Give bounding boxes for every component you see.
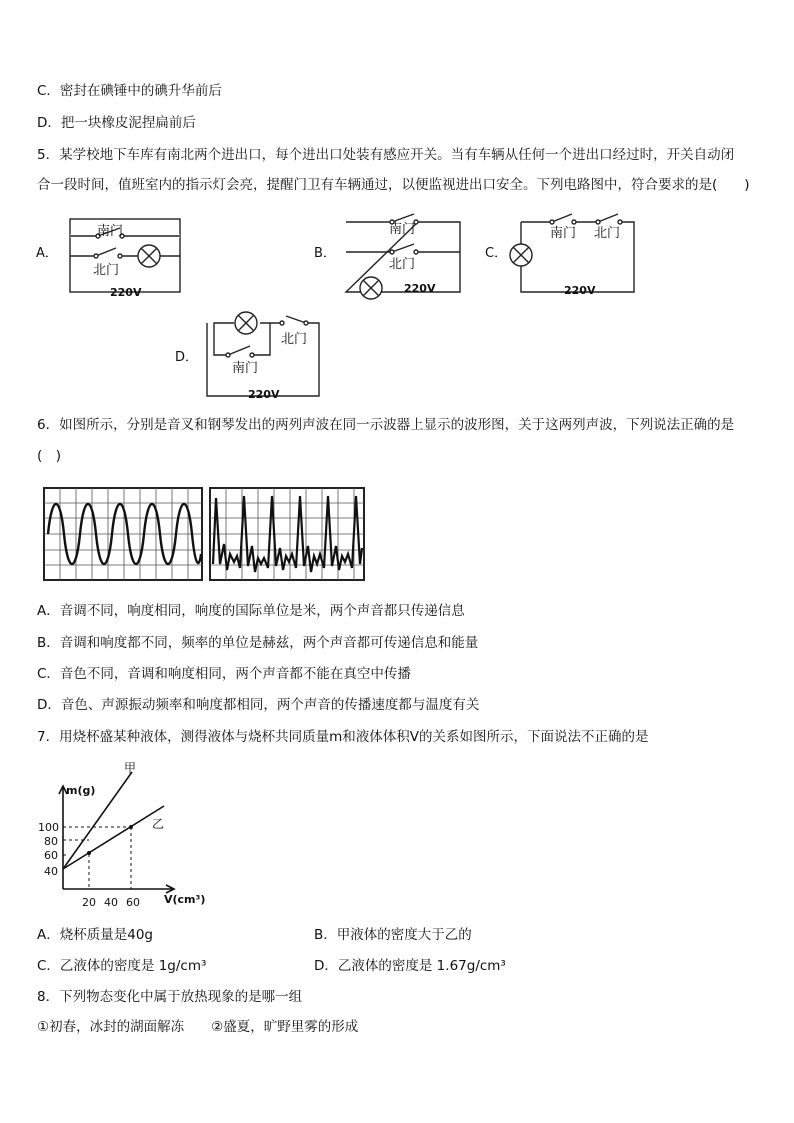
question-6-option-d: D．音色、声源振动频率和响度都相同，两个声音的传播速度都与温度有关	[37, 697, 480, 713]
circuit-c	[485, 214, 634, 297]
mass-volume-graph	[32, 756, 212, 916]
x-tick-60: 60	[126, 896, 140, 909]
x-tick-20: 20	[82, 896, 96, 909]
circuit-d-north: 北门	[281, 332, 308, 347]
line-yi-label: 乙	[152, 817, 165, 831]
line-jia-label: 甲	[124, 761, 137, 775]
question-7-option-a: A．烧杯质量是40g	[37, 927, 153, 943]
circuit-d-label: D．	[175, 350, 199, 365]
question-7-option-c: C．乙液体的密度是 1g/cm³	[37, 958, 207, 974]
question-6-option-c: C．音色不同，音调和响度相同，两个声音都不能在真空中传播	[37, 666, 411, 682]
option-c-previous: C．密封在碘锤中的碘升华前后	[37, 83, 222, 99]
y-axis-label: m(g)	[66, 784, 96, 797]
circuit-a-south: 南门	[97, 224, 124, 239]
question-6-line-1: 6．如图所示，分别是音叉和钢琴发出的两列声波在同一示波器上显示的波形图，关于这两列声波，下列说法正确的是	[37, 417, 735, 433]
y-tick-80: 80	[44, 835, 58, 848]
circuit-c-voltage: 220V	[564, 284, 596, 297]
question-7-stem: 7．用烧杯盛某种液体，测得液体与烧杯共同质量m和液体体积V的关系如图所示，下面说法不正确的是	[37, 729, 649, 745]
question-7-option-b: B．甲液体的密度大于乙的	[314, 927, 472, 943]
option-d-previous: D．把一块橡皮泥捏扁前后	[37, 115, 196, 131]
circuit-b-south: 南门	[389, 222, 416, 237]
question-8-options: ①初春，冰封的湖面解冻 ②盛夏，旷野里雾的形成	[37, 1019, 359, 1035]
circuit-c-north: 北门	[594, 226, 621, 241]
x-axis-label: V(cm³)	[164, 893, 206, 906]
circuit-d	[175, 312, 319, 400]
circuit-a	[36, 219, 180, 299]
y-tick-40: 40	[44, 865, 58, 878]
circuit-d-south: 南门	[232, 361, 259, 376]
circuit-c-label: C．	[485, 246, 508, 261]
circuit-a-voltage: 220V	[110, 286, 142, 299]
circuit-b	[314, 214, 460, 299]
circuit-a-north: 北门	[93, 263, 120, 278]
y-tick-60: 60	[44, 849, 58, 862]
circuit-b-voltage: 220V	[404, 282, 436, 295]
circuit-c-south: 南门	[550, 226, 577, 241]
circuit-diagrams	[0, 200, 794, 400]
oscilloscope-waveforms	[40, 484, 370, 584]
question-7-option-d: D．乙液体的密度是 1.67g/cm³	[314, 958, 506, 974]
question-6-option-b: B．音调和响度都不同，频率的单位是赫兹，两个声音都可传递信息和能量	[37, 635, 479, 651]
waveform-piano	[210, 488, 364, 580]
circuit-b-north: 北门	[389, 257, 416, 272]
circuit-d-voltage: 220V	[248, 388, 280, 400]
question-6-option-a: A．音调不同，响度相同，响度的国际单位是米，两个声音都只传递信息	[37, 603, 465, 619]
y-tick-100: 100	[38, 821, 59, 834]
question-8-stem: 8．下列物态变化中属于放热现象的是哪一组	[37, 989, 303, 1005]
question-5-line-2: 合一段时间，值班室内的指示灯会亮，提醒门卫有车辆通过，以便监视进出口安全。下列电路图中，符合要求的是( )	[37, 177, 750, 193]
question-6-line-2: ( )	[37, 448, 62, 464]
waveform-tuning-fork	[44, 488, 202, 580]
x-tick-40: 40	[104, 896, 118, 909]
circuit-a-label: A．	[36, 246, 58, 261]
circuit-b-label: B．	[314, 246, 336, 261]
question-5-line-1: 5．某学校地下车库有南北两个进出口，每个进出口处装有感应开关。当有车辆从任何一个进出口经过时，开关自动闭	[37, 147, 735, 163]
